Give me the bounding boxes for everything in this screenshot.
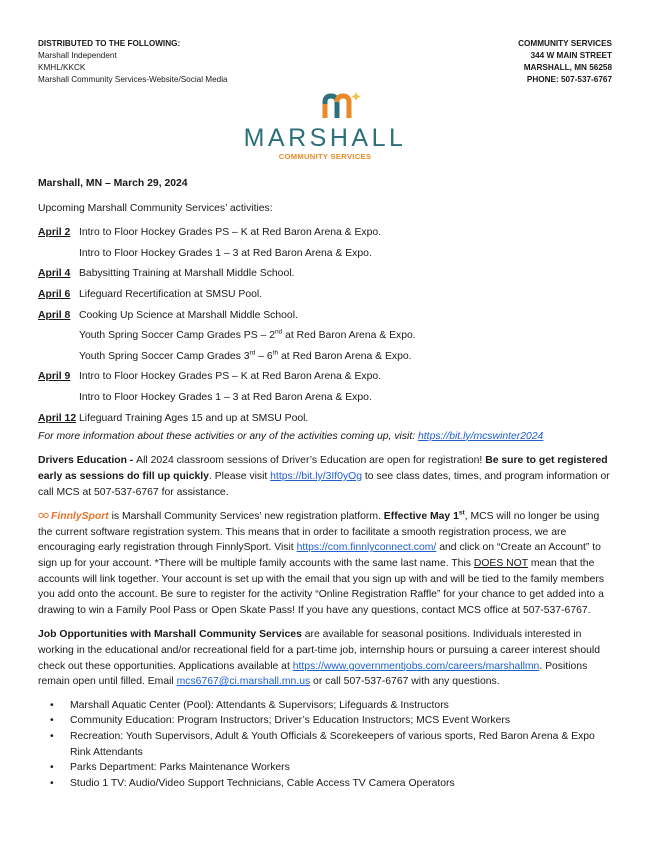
activity-row — [38, 346, 612, 367]
activity-row — [38, 326, 612, 347]
activity-row — [38, 388, 612, 409]
activity-text: Intro to Floor Hockey Grades 1 – 3 at Red Baron Arena & Expo. — [79, 247, 372, 259]
address-line: MARSHALL, MN 56258 — [523, 62, 612, 72]
brand-part: Sport — [81, 511, 109, 523]
drivers-text: All 2024 classroom sessions of Driver’s Education are open for registration! — [136, 455, 486, 467]
drivers-text: to see class dates, times, and program information or call MCS at 507-537-6767 for assistance. — [38, 470, 610, 498]
letterhead — [38, 38, 612, 86]
marshall-logo — [38, 90, 612, 176]
activity-row — [38, 223, 612, 244]
drivers-ed-heading: Drivers Education - — [38, 455, 137, 467]
activity-row — [38, 243, 612, 264]
list-item: • Marshall Aquatic Center (Pool): Attendants & Supervisors; Lifeguards & Instructors — [38, 698, 612, 714]
finnly-paragraph — [38, 509, 612, 618]
distribution-list — [38, 38, 228, 86]
activity-text: Intro to Floor Hockey Grades PS – K at Red Baron Arena & Expo. — [79, 227, 382, 239]
activity-row — [38, 367, 612, 388]
activity-text: Lifeguard Training Ages 15 and up at SMSU Pool. — [79, 412, 309, 424]
drivers-ed-paragraph — [38, 453, 612, 500]
activity-text: Intro to Floor Hockey Grades PS – K at Red Baron Arena & Expo. — [79, 371, 382, 383]
drivers-emphasis: Be sure to get registered early as sessions do fill up quickly — [38, 455, 608, 482]
jobs-text: or call 507-537-6767 with any questions. — [310, 676, 500, 688]
activity-text: Cooking Up Science at Marshall Middle School. — [79, 309, 298, 321]
activity-text: Lifeguard Recertification at SMSU Pool. — [79, 289, 263, 301]
distribution-line: Marshall Independent — [38, 50, 117, 60]
does-not-emphasis: DOES NOT — [473, 557, 528, 569]
activity-text: Babysitting Training at Marshall Middle School. — [79, 268, 295, 280]
distribution-line: KMHL/KKCK — [38, 62, 86, 72]
activity-list — [38, 223, 612, 429]
drivers-text: . Please visit — [208, 470, 271, 482]
activity-date: April 8 — [38, 309, 71, 321]
activity-text: Youth Spring Soccer Camp Grades PS – 2nd at Red Baron Arena & Expo. — [79, 328, 416, 342]
logo-wordmark: MARSHALL — [243, 123, 407, 152]
finnly-brand — [51, 511, 109, 522]
list-item: • Studio 1 TV: Audio/Video Support Technicians, Cable Access TV Camera Operators — [38, 776, 612, 792]
jobs-email-link[interactable]: mcs6767@ci.marshall.mn.us — [176, 676, 311, 688]
activity-row — [38, 264, 612, 285]
finnly-text: , MCS will no longer be using the current software registration system. This means that in order to facilitate a smooth registration process, we are encouraging early registration through FinnlySport. Visit — [38, 511, 600, 554]
finnly-text: and click on “Create an Account” to sign up for your account. *There will be multiple family accounts with the same last name. This — [38, 542, 601, 569]
jobs-heading: Job Opportunities with Marshall Community Services — [38, 629, 302, 641]
activity-text: Intro to Floor Hockey Grades 1 – 3 at Red Baron Arena & Expo. — [79, 392, 372, 404]
activity-row — [38, 305, 612, 326]
brand-part: Finnly — [51, 511, 82, 523]
address-line: PHONE: 507-537-6767 — [526, 74, 612, 84]
jobs-list — [38, 698, 612, 792]
list-item: • Parks Department: Parks Maintenance Workers — [38, 760, 612, 776]
drivers-ed-link[interactable]: https://bit.ly/3If0yOg — [270, 470, 362, 482]
finnly-effective-date: Effective May 1st — [383, 509, 465, 523]
activity-row — [38, 285, 612, 306]
activity-date: April 4 — [38, 268, 71, 280]
jobs-paragraph — [38, 627, 612, 689]
activities-link[interactable]: https://bit.ly/mcswinter2024 — [418, 430, 544, 442]
finnly-text: mean that the accounts will link together. Your account is set up with the email that you sign up with and will be tied to the family members you add onto the account. Be sure to register for the activity “Online Registration Raffle” for your chance to get added into a drawing to win a Family Pool Pass or Open Skate Pass! If you have any questions, contact MCS office at 507-537-6767. — [38, 557, 605, 616]
distribution-heading: DISTRIBUTED TO THE FOLLOWING: — [38, 39, 181, 48]
activity-text: Youth Spring Soccer Camp Grades 3rd – 6th at Red Baron Arena & Expo. — [79, 349, 412, 362]
distribution-line: Marshall Community Services-Website/Social Media — [38, 74, 228, 84]
list-item: • Community Education: Program Instructors; Driver’s Education Instructors; MCS Event Workers — [38, 713, 612, 729]
sender-address — [518, 38, 612, 86]
finnly-text: is Marshall Community Services’ new registration platform. — [108, 511, 384, 523]
activity-row — [38, 408, 612, 429]
more-info — [38, 429, 612, 445]
address-line: 344 W MAIN STREET — [530, 50, 612, 60]
activity-date: April 2 — [38, 227, 71, 239]
finnly-logo-icon — [38, 511, 49, 520]
jobs-text: are available for seasonal positions. Individuals interested in working in the educational and/or recreational field for a part-time job, internship hours or pursuing a career interest should check out these opportunities. Applications available at — [38, 629, 600, 672]
finnly-connect-link[interactable]: https://com.finnlyconnect.com/ — [296, 542, 437, 554]
intro-text: Upcoming Marshall Community Services’ activities: — [38, 203, 273, 215]
address-line: COMMUNITY SERVICES — [518, 39, 612, 48]
dateline: Marshall, MN – March 29, 2024 — [38, 177, 188, 189]
activity-date: April 12 — [38, 412, 77, 424]
jobs-link[interactable]: https://www.governmentjobs.com/careers/marshallmn — [292, 660, 540, 672]
jobs-text: . Positions remain open until filled. Email — [38, 660, 588, 688]
list-item: • Recreation: Youth Supervisors, Adult & Youth Officials & Scorekeepers of various sports, Red Baron Arena & Expo Rink Attendants — [38, 729, 612, 760]
activity-date: April 6 — [38, 289, 71, 301]
activity-date: April 9 — [38, 371, 71, 383]
press-release — [38, 38, 612, 792]
logo-m-icon — [276, 90, 374, 122]
logo-subtitle: COMMUNITY SERVICES — [278, 151, 372, 161]
more-info-text: For more information about these activities or any of the activities coming up, visit: — [38, 430, 419, 442]
